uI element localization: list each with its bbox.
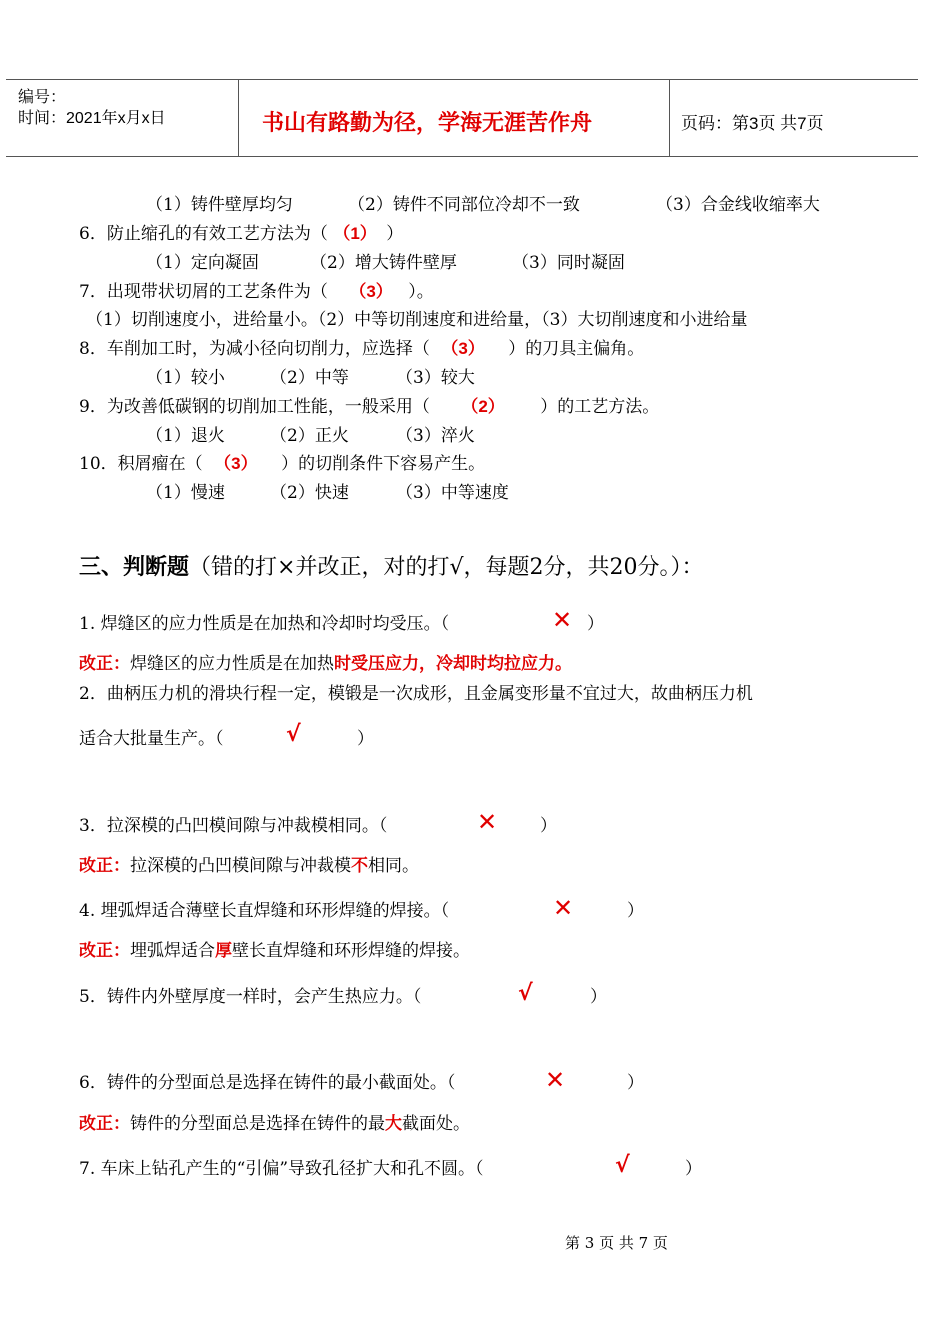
page-footer: 第 3 页 共 7 页: [565, 1234, 668, 1252]
q7-options: （1）切削速度小，进给量小。（2）中等切削速度和进给量，（3）大切削速度和小进给量: [86, 310, 748, 330]
red-check-icon: √: [615, 1153, 630, 1178]
q5-option-2: （2）铸件不同部位冷却不一致: [348, 195, 580, 215]
tf3-corr-pre: 拉深模的凸凹模间隙与冲裁模: [130, 856, 351, 876]
tf4-corr-post: 壁长直焊缝和环形焊缝的焊接。: [232, 941, 470, 961]
tf4-corr-pre: 埋弧焊适合: [130, 941, 215, 961]
tf4-corr-highlight: 厚: [215, 941, 232, 961]
tf4-close: ）: [627, 901, 644, 921]
q8-suffix: ）的刀具主偏角。: [508, 339, 645, 359]
q10-option-1: （1）慢速: [146, 483, 225, 503]
correction-label: 改正：: [79, 941, 130, 961]
serial-label: 编号：: [18, 89, 67, 106]
tf7-text: 7. 车床上钻孔产生的“引偏”导致孔径扩大和孔不圆。（: [79, 1159, 484, 1179]
question-9: [79, 397, 659, 417]
tf6-corr-post: 截面处。: [402, 1114, 470, 1134]
correction-label: 改正：: [79, 1114, 130, 1134]
tf1-corr-highlight: 时受压应力，冷却时均拉应力。: [334, 654, 572, 674]
q5-option-3: （3）合金线收缩率大: [656, 195, 820, 215]
q6-answer: （1）: [341, 224, 369, 243]
tf5-text: 5．铸件内外壁厚度一样时，会产生热应力。（: [79, 987, 422, 1007]
tf1-text: 1. 焊缝区的应力性质是在加热和冷却时均受压。（: [79, 614, 450, 634]
q10-suffix: ）的切削条件下容易产生。: [281, 454, 486, 474]
q7-suffix: ）。: [408, 282, 434, 302]
q10-option-2: （2）快速: [270, 483, 349, 503]
q8-option-2: （2）中等: [270, 368, 349, 388]
header-divider-2: [669, 80, 670, 156]
red-cross-icon: ✕: [553, 894, 574, 922]
q9-option-1: （1）退火: [146, 426, 225, 446]
q10-prefix: 10．积屑瘤在（: [79, 454, 203, 474]
q9-option-2: （2）正火: [270, 426, 349, 446]
correction-label: 改正：: [79, 856, 130, 876]
tf3-corr-post: 相同。: [368, 856, 419, 876]
q8-option-1: （1）较小: [146, 368, 225, 388]
tf3-corr-highlight: 不: [351, 856, 368, 876]
q6-prefix: 6．防止缩孔的有效工艺方法为（: [79, 224, 328, 244]
time-label: 时间：2021年x月x日: [18, 110, 166, 127]
section-3-heading: [79, 550, 703, 581]
tf5-close: ）: [590, 987, 607, 1007]
red-cross-icon: ✕: [552, 606, 573, 634]
tf2-close: ）: [357, 729, 374, 749]
tf6-text: 6．铸件的分型面总是选择在铸件的最小截面处。（: [79, 1073, 456, 1093]
tf2-line-2: 适合大批量生产。（: [79, 729, 224, 749]
q6-option-1: （1）定向凝固: [146, 253, 259, 273]
tf3-close: ）: [540, 816, 557, 836]
tf3-correction: [79, 856, 419, 876]
section-3-instructions: （错的打×并改正，对的打√，每题2分，共20分。）：: [189, 555, 704, 580]
q6-option-2: （2）增大铸件壁厚: [310, 253, 457, 273]
q8-prefix: 8．车削加工时，为减小径向切削力，应选择（: [79, 339, 430, 359]
q8-answer: （3）: [449, 339, 477, 358]
tf6-correction: [79, 1114, 470, 1134]
q5-option-1: （1）铸件壁厚均匀: [146, 195, 293, 215]
tf1-corr-pre: 焊缝区的应力性质是在加热: [130, 654, 334, 674]
question-10: [79, 454, 485, 474]
header-bottom-rule: [6, 156, 918, 157]
tf4-text: 4. 埋弧焊适合薄壁长直焊缝和环形焊缝的焊接。（: [79, 901, 450, 921]
tf3-text: 3．拉深模的凸凹模间隙与冲裁模相同。（: [79, 816, 388, 836]
header-motto: 书山有路勤为径，学海无涯苦作舟: [262, 111, 593, 136]
section-3-title: 三、判断题: [79, 555, 190, 580]
q10-answer: （3）: [222, 454, 250, 473]
q7-prefix: 7．出现带状切屑的工艺条件为（: [79, 282, 328, 302]
question-6: [79, 224, 403, 244]
tf6-corr-highlight: 大: [385, 1114, 402, 1134]
tf4-correction: [79, 941, 470, 961]
question-7: [79, 282, 434, 302]
q6-option-3: （3）同时凝固: [512, 253, 625, 273]
tf1-close: ）: [587, 614, 604, 634]
q9-option-3: （3）淬火: [396, 426, 475, 446]
page-info: 页码：第3页 共7页: [681, 114, 824, 133]
question-8: [79, 339, 644, 359]
correction-label: 改正：: [79, 654, 130, 674]
q9-answer: （2）: [469, 397, 497, 416]
tf6-close: ）: [627, 1073, 644, 1093]
red-cross-icon: ✕: [477, 808, 498, 836]
red-cross-icon: ✕: [545, 1066, 566, 1094]
header-divider-1: [238, 80, 239, 156]
tf7-close: ）: [685, 1159, 702, 1179]
red-check-icon: √: [286, 722, 301, 747]
red-check-icon: √: [518, 981, 533, 1006]
q8-option-3: （3）较大: [396, 368, 475, 388]
q7-answer: （3）: [357, 282, 385, 301]
tf2-line-1: 2．曲柄压力机的滑块行程一定，模锻是一次成形，且金属变形量不宜过大，故曲柄压力机: [79, 684, 753, 704]
tf1-correction: [79, 654, 572, 674]
tf6-corr-pre: 铸件的分型面总是选择在铸件的最: [130, 1114, 385, 1134]
tf-question-1: [79, 614, 449, 634]
q9-suffix: ）的工艺方法。: [540, 397, 660, 417]
q6-suffix: ）: [386, 224, 404, 244]
q9-prefix: 9．为改善低碳钢的切削加工性能，一般采用（: [79, 397, 430, 417]
header-top-rule: [6, 79, 918, 80]
q10-option-3: （3）中等速度: [396, 483, 509, 503]
